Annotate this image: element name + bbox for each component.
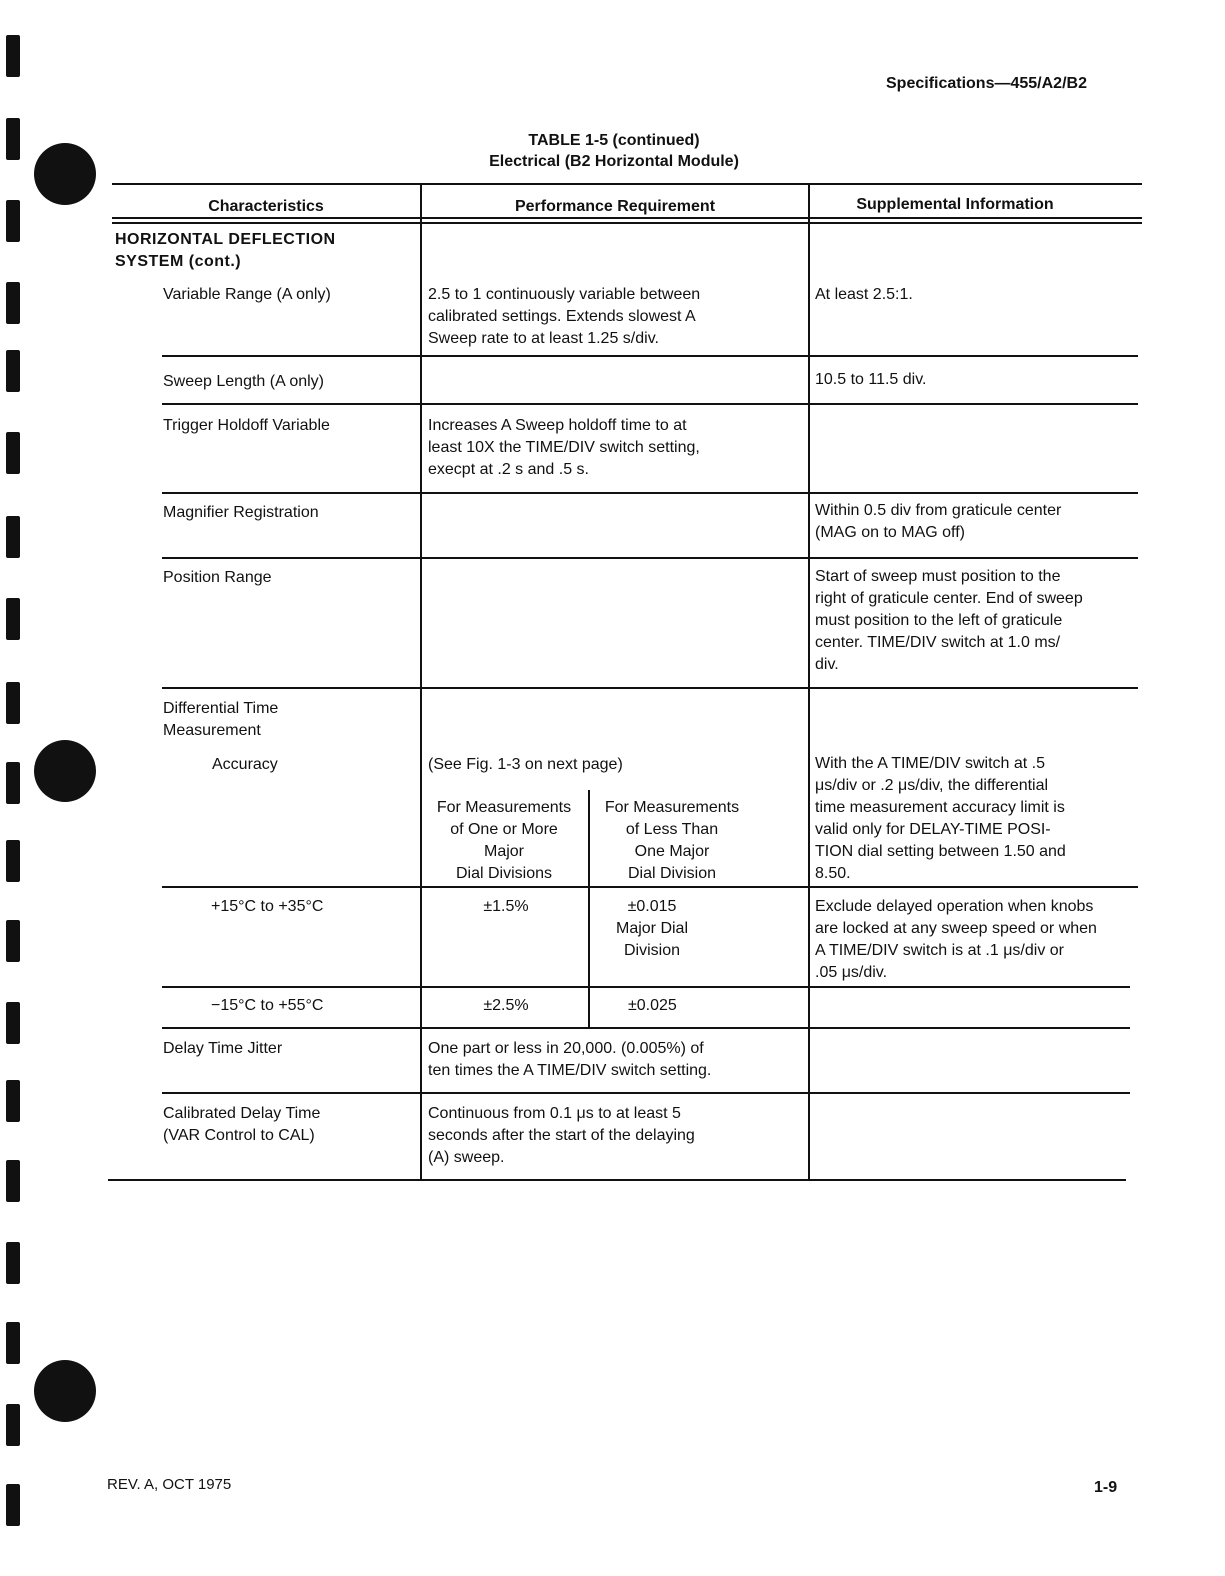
row-rule — [162, 492, 1138, 494]
magnifier-supplemental: Within 0.5 div from graticule center (MAG on to MAG off) — [815, 502, 1062, 541]
punch-hole — [34, 143, 96, 205]
differential-label: Differential Time Measurement — [163, 700, 279, 739]
binder-mark — [6, 762, 20, 804]
binder-mark — [6, 35, 20, 77]
col-divider-1 — [420, 183, 422, 1180]
sweep-length-label: Sweep Length (A only) — [163, 373, 324, 390]
binder-mark — [6, 1160, 20, 1202]
temp-range-2-minor: ±0.025 — [628, 997, 677, 1014]
binder-mark — [6, 682, 20, 724]
binder-mark — [6, 1242, 20, 1284]
binder-mark — [6, 1080, 20, 1122]
punch-hole — [34, 740, 96, 802]
rule-top — [112, 183, 1142, 185]
temp-range-2-major: ±2.5% — [483, 997, 529, 1014]
binder-mark — [6, 598, 20, 640]
section-heading: HORIZONTAL DEFLECTION SYSTEM (cont.) — [115, 231, 336, 270]
differential-supplemental: With the A TIME/DIV switch at .5 μs/div or .2 μs/div, the differential time measurement accuracy limit is valid only for DELAY-TIME POSI- TION dial setting between 1.50 and 8.50. — [815, 755, 1066, 882]
row-rule — [162, 1092, 1130, 1094]
col-header-characteristics: Characteristics — [208, 198, 324, 215]
row-rule — [162, 687, 1138, 689]
binder-mark — [6, 1002, 20, 1044]
subcolumn-major-divisions: For Measurements of One or More Major Dial Divisions — [436, 799, 572, 882]
binder-mark — [6, 1484, 20, 1526]
row-rule — [162, 355, 1138, 357]
binder-mark — [6, 432, 20, 474]
temp-range-1-supplemental: Exclude delayed operation when knobs are locked at any sweep speed or when A TIME/DIV switch is at .1 μs/div or .05 μs/div. — [815, 898, 1097, 981]
variable-range-performance: 2.5 to 1 continuously variable between calibrated settings. Extends slowest A Sweep rate to at least 1.25 s/div. — [428, 286, 701, 347]
rule-header-2 — [112, 222, 1142, 224]
binder-mark — [6, 920, 20, 962]
binder-mark — [6, 350, 20, 392]
rule-bottom — [108, 1179, 1126, 1181]
delay-jitter-label: Delay Time Jitter — [163, 1040, 283, 1057]
subcolumn-less-than-major: For Measurements of Less Than One Major Dial Division — [604, 799, 740, 882]
binder-mark — [6, 840, 20, 882]
binder-mark — [6, 1322, 20, 1364]
temp-range-1-minor: ±0.015 Major Dial Division — [615, 898, 688, 959]
trigger-holdoff-label: Trigger Holdoff Variable — [163, 417, 330, 434]
binder-mark — [6, 282, 20, 324]
col-divider-2 — [808, 183, 810, 1180]
binder-mark — [6, 118, 20, 160]
delay-jitter-performance: One part or less in 20,000. (0.005%) of ten times the A TIME/DIV switch setting. — [428, 1040, 712, 1079]
binder-mark — [6, 1404, 20, 1446]
binder-mark — [6, 516, 20, 558]
running-title: Specifications—455/A2/B2 — [886, 75, 1087, 92]
col-header-performance: Performance Requirement — [514, 198, 716, 215]
punch-hole — [34, 1360, 96, 1422]
see-figure-note: (See Fig. 1-3 on next page) — [428, 756, 623, 773]
trigger-holdoff-performance: Increases A Sweep holdoff time to at least 10X the TIME/DIV switch setting, execpt at .2 s and .5 s. — [428, 417, 700, 478]
variable-range-label: Variable Range (A only) — [163, 286, 331, 303]
calibrated-delay-performance: Continuous from 0.1 μs to at least 5 seconds after the start of the delaying (A) sweep. — [428, 1105, 695, 1166]
temp-range-1-label: +15°C to +35°C — [211, 898, 324, 915]
calibrated-delay-label: Calibrated Delay Time (VAR Control to CAL) — [163, 1105, 321, 1144]
temp-range-2-label: −15°C to +55°C — [211, 997, 324, 1014]
variable-range-supplemental: At least 2.5:1. — [815, 286, 913, 303]
binder-mark — [6, 200, 20, 242]
row-rule — [162, 557, 1138, 559]
col-header-supplemental: Supplemental Information — [856, 196, 1054, 213]
row-rule — [162, 403, 1138, 405]
row-rule — [162, 886, 1138, 888]
magnifier-label: Magnifier Registration — [163, 504, 319, 521]
position-range-label: Position Range — [163, 569, 272, 586]
page-number: 1-9 — [1094, 1479, 1118, 1496]
position-range-supplemental: Start of sweep must position to the right of graticule center. End of sweep must position to the left of graticule center. TIME/DIV switch at 1.0 ms/ div. — [815, 568, 1083, 673]
temp-range-1-major: ±1.5% — [483, 898, 529, 915]
row-rule — [162, 1027, 1130, 1029]
revision-note: REV. A, OCT 1975 — [107, 1476, 232, 1493]
accuracy-label: Accuracy — [212, 756, 278, 773]
sweep-length-supplemental: 10.5 to 11.5 div. — [815, 371, 927, 388]
table-title: TABLE 1-5 (continued) — [528, 132, 700, 149]
table-subtitle: Electrical (B2 Horizontal Module) — [489, 153, 739, 170]
row-rule — [162, 986, 1130, 988]
